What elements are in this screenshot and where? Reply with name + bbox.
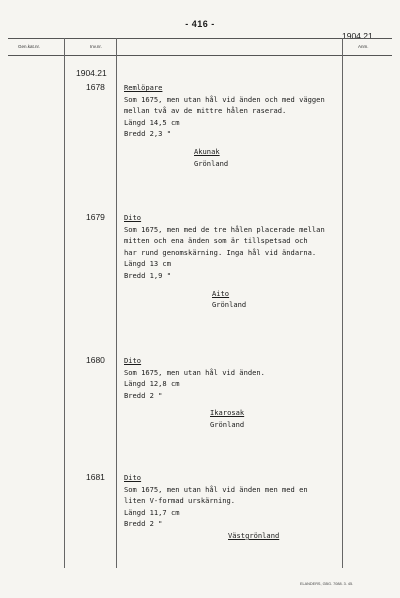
inventory-number: 1681 <box>86 472 105 482</box>
header-anm: Anm. <box>358 44 369 49</box>
description-line: Som 1675, men utan hål vid änden och med väggen <box>124 94 325 104</box>
place-name: Ikarosak <box>210 408 245 418</box>
inventory-number: 1678 <box>86 82 105 92</box>
description-line: Som 1675, men utan hål vid änden. <box>124 367 265 377</box>
length-line: Längd 11,7 cm <box>124 507 180 517</box>
place-region: Grönland <box>194 158 229 168</box>
find-place <box>124 146 346 169</box>
column-header-row <box>8 38 392 56</box>
column-divider-1 <box>64 38 65 568</box>
length-line: Längd 13 cm <box>124 259 171 269</box>
description-line: mellan två av de mittre hålen raserad. <box>124 106 287 116</box>
printer-imprint: ELANDERS, GBG. 7088. 3. 45. <box>300 582 354 586</box>
width-line: Bredd 1,9 " <box>124 270 171 280</box>
entry-title: Dito <box>124 473 142 482</box>
entry-description <box>124 355 346 431</box>
column-divider-2 <box>116 38 117 568</box>
place-region: Grönland <box>210 419 245 429</box>
entry-description <box>124 82 346 169</box>
find-place <box>228 530 279 542</box>
header-gen-kat-nr: Gen.kat.nr. <box>18 44 41 49</box>
inventory-number: 1680 <box>86 355 105 365</box>
length-line: Längd 12,8 cm <box>124 379 180 389</box>
header-inv-nr: Inv.nr. <box>90 44 102 49</box>
entry-description <box>124 472 346 540</box>
catalog-date: 1904.21 <box>76 68 107 78</box>
width-line: Bredd 2 " <box>124 390 163 400</box>
place-region: Grönland <box>212 300 247 310</box>
entry-description <box>124 212 346 311</box>
length-line: Längd 14,5 cm <box>124 117 180 127</box>
description-line: liten V-formad urskärning. <box>124 496 236 506</box>
description-line: Som 1675, men med de tre hålen placerade mellan <box>124 224 325 234</box>
page-number: - 416 - <box>185 19 215 29</box>
width-line: Bredd 2,3 " <box>124 129 171 139</box>
width-line: Bredd 2 " <box>124 519 163 529</box>
place-name: Aito <box>212 288 230 298</box>
inventory-number: 1679 <box>86 212 105 222</box>
entry-title: Dito <box>124 356 142 365</box>
place-name: Västgrönland <box>228 531 280 540</box>
description-line: har rund genomskärning. Inga hål vid ändarna. <box>124 247 317 257</box>
find-place <box>124 407 346 430</box>
entry-title: Remlöpare <box>124 83 163 92</box>
place-name: Akunak <box>194 146 220 156</box>
description-line: mitten och ena änden som är tillspetsad och <box>124 236 308 246</box>
find-place <box>124 288 346 311</box>
description-line: Som 1675, men utan hål vid änden men med en <box>124 484 308 494</box>
corner-reference: 1904.21 <box>342 31 373 41</box>
entry-title: Dito <box>124 213 142 222</box>
